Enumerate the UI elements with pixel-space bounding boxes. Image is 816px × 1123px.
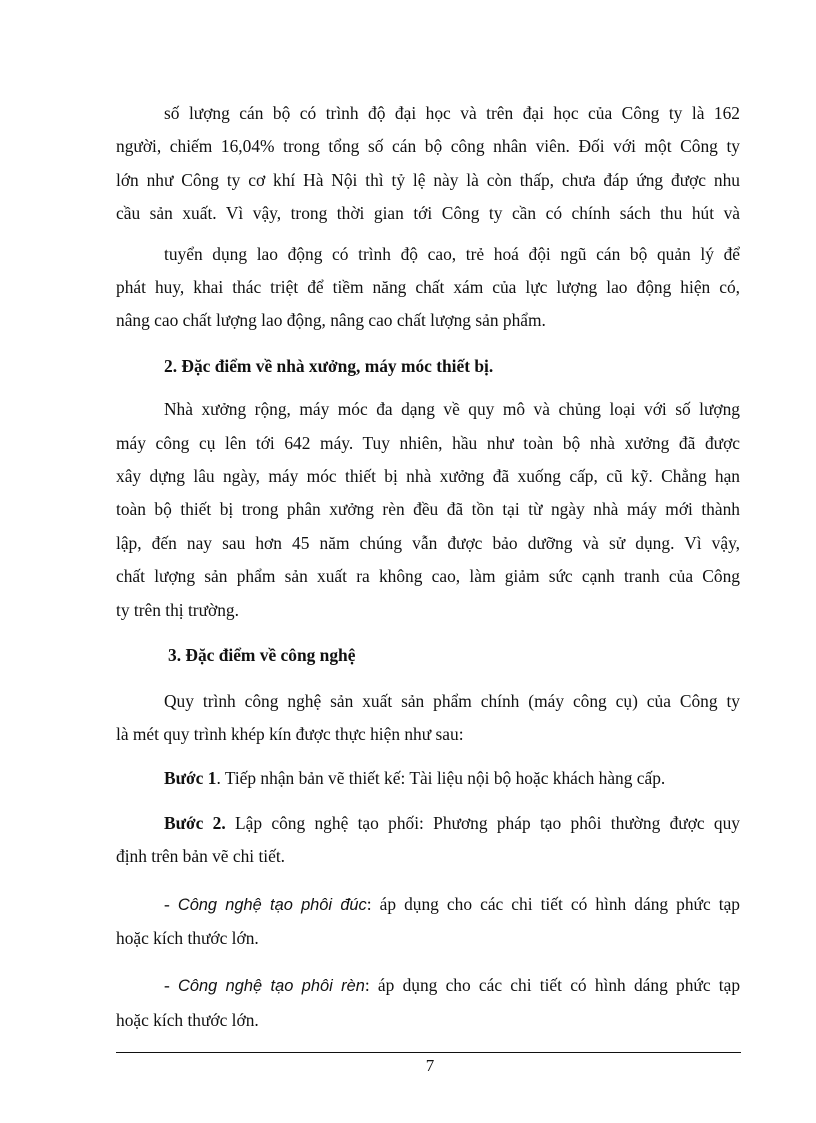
text-line: hoặc kích thước lớn.: [116, 1009, 259, 1030]
paragraph-workshop-equipment: [116, 393, 740, 627]
paragraph-staff-qualification: [116, 97, 740, 231]
text-line: cầu sản xuất. Vì vậy, trong thời gian tới Công ty cần có chính sách thu hút và: [116, 203, 740, 224]
text-line: phát huy, khai thác triệt để tiềm năng chất xám của lực lượng lao động hiện có,: [116, 277, 740, 298]
text-line: nâng cao chất lượng lao động, nâng cao chất lượng sản phẩm.: [116, 310, 546, 331]
text-line: người, chiếm 16,04% trong tổng số cán bộ công nhân viên. Đối với một Công ty: [116, 136, 740, 157]
text-line: ty trên thị trường.: [116, 599, 239, 620]
step-1-paragraph: [116, 762, 740, 795]
forging-text: : áp dụng cho các chi tiết có hình dáng phức tạp: [364, 975, 741, 996]
text-line: [116, 807, 740, 840]
page-number: 7: [425, 1056, 435, 1075]
step-2-label: Bước 2.: [164, 812, 226, 833]
list-dash: -: [164, 975, 179, 996]
forging-technology-paragraph: [116, 969, 740, 1037]
step-1-text: . Tiếp nhận bản vẽ thiết kế: Tài liệu nội bộ hoặc khách hàng cấp.: [216, 768, 666, 789]
step-1-label: Bước 1: [164, 768, 217, 789]
section-heading-workshop-equipment: 2. Đặc điểm về nhà xưởng, máy móc thiết bị.: [164, 355, 494, 376]
casting-technology-paragraph: [116, 888, 740, 956]
step-2-paragraph: [116, 807, 740, 874]
text-line: [116, 762, 740, 795]
section-heading-technology: 3. Đặc điểm về công nghệ: [168, 645, 356, 666]
text-line: số lượng cán bộ có trình độ đại học và trên đại học của Công ty là 162: [164, 103, 740, 123]
paragraph-technology-intro: [116, 685, 740, 752]
list-dash: -: [164, 893, 178, 914]
text-line: lớn như Công ty cơ khí Hà Nội thì tỷ lệ này là còn thấp, chưa đáp ứng được nhu: [116, 169, 740, 190]
text-line: [116, 969, 740, 1003]
text-line: là mét quy trình khép kín được thực hiện như sau:: [116, 723, 464, 744]
text-line: định trên bản vẽ chi tiết.: [116, 846, 286, 867]
casting-text: : áp dụng cho các chi tiết có hình dáng phức tạp: [366, 893, 740, 914]
paragraph-recruitment: [116, 238, 740, 338]
text-line: tuyển dụng lao động có trình độ cao, trẻ hoá đội ngũ cán bộ quản lý để: [164, 243, 740, 264]
text-line: chất lượng sản phẩm sản xuất ra không cao, làm giảm sức cạnh tranh của Công: [116, 566, 740, 587]
page-body: [116, 97, 740, 1037]
text-line: [116, 888, 740, 922]
text-line: Quy trình công nghệ sản xuất sản phẩm chính (máy công cụ) của Công ty: [164, 690, 740, 711]
footer-divider: [116, 1052, 741, 1053]
text-line: lập, đến nay sau hơn 45 năm chúng vẫn được bảo dưỡng và sử dụng. Vì vậy,: [116, 532, 740, 553]
text-line: Nhà xưởng rộng, máy móc đa dạng về quy mô và chủng loại với số lượng: [164, 399, 740, 420]
text-line: xây dựng lâu ngày, máy móc thiết bị nhà xưởng đã xuống cấp, cũ kỹ. Chẳng hạn: [116, 466, 740, 487]
step-2-text: Lập công nghệ tạo phối: Phương pháp tạo phôi thường được quy: [225, 812, 740, 833]
text-line: toàn bộ thiết bị trong phân xưởng rèn đều đã tồn tại từ ngày nhà máy mới thành: [116, 499, 740, 520]
text-line: hoặc kích thước lớn.: [116, 927, 259, 948]
text-line: máy công cụ lên tới 642 máy. Tuy nhiên, hầu như toàn bộ nhà xưởng đã được: [116, 432, 740, 453]
casting-term: Công nghệ tạo phôi đúc: [177, 895, 367, 914]
forging-term: Công nghệ tạo phôi rèn: [178, 977, 365, 996]
